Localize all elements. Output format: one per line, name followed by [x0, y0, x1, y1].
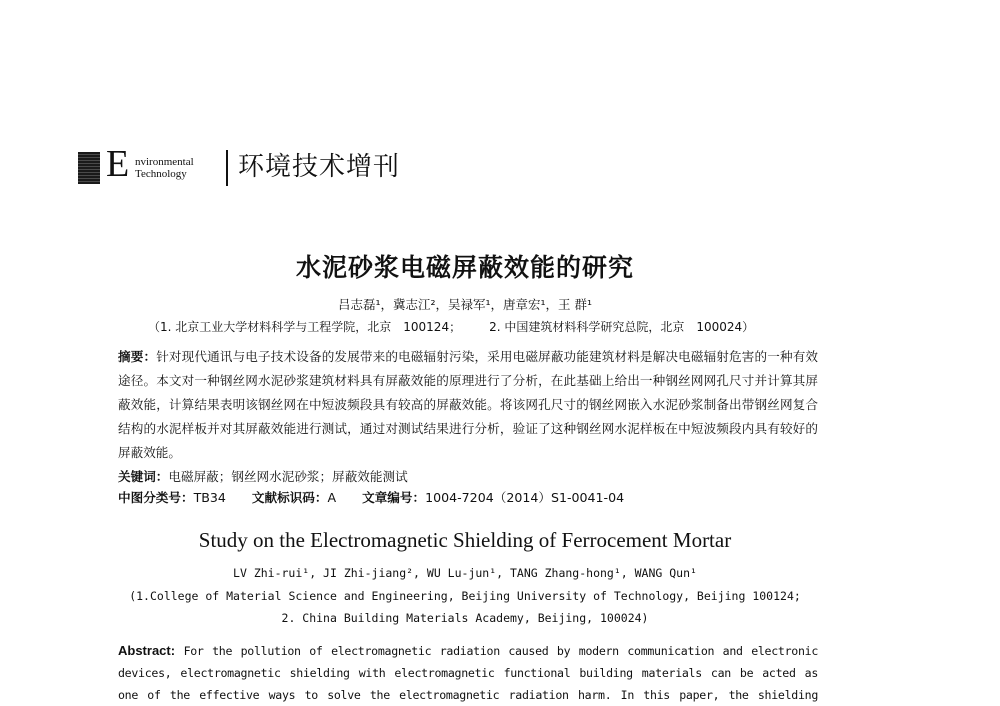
- journal-logo-line1: nvironmental: [135, 156, 194, 168]
- class-number-label: 中图分类号：: [118, 490, 194, 505]
- chinese-abstract: [118, 345, 818, 465]
- english-title: Study on the Electromagnetic Shielding of Ferrocement Mortar: [198, 528, 732, 552]
- journal-logo-letter: E: [106, 143, 130, 185]
- chinese-abstract-label: 摘要：: [118, 349, 157, 364]
- article-number-value: 1004-7204（2014）S1-0041-04: [425, 490, 625, 505]
- english-abstract: [118, 640, 818, 706]
- chinese-classification: [118, 489, 818, 507]
- chinese-affiliations: [148, 318, 848, 336]
- header-divider: [226, 150, 228, 186]
- english-authors: LV Zhi-rui¹, JI Zhi-jiang², WU Lu-jun¹, TANG Zhang-hong¹, WANG Qun¹: [233, 566, 697, 580]
- chinese-affiliation-1: （1. 北京工业大学材料科学与工程学院，北京 100124；: [148, 320, 462, 334]
- journal-logo-mark: [78, 152, 100, 184]
- english-abstract-label: Abstract:: [118, 643, 176, 658]
- chinese-keywords: [118, 468, 818, 486]
- chinese-abstract-text: 针对现代通讯与电子技术设备的发展带来的电磁辐射污染，采用电磁屏蔽功能建筑材料是解决电磁辐射危害的一种有效途径。本文对一种钢丝网水泥砂浆建筑材料具有屏蔽效能的原理进行了分析，在此基础上给出一种钢丝网网孔尺寸并计算其屏蔽效能，计算结果表明该钢丝网在中短波频段具有较高的屏蔽效能。将该网孔尺寸的钢丝网嵌入水泥砂浆制备出带钢丝网复合结构的水泥样板并对其屏蔽效能进行测试，通过对测试结果进行分析，验证了这种钢丝网水泥样板在中短波频段内具有较好的屏蔽效能。: [118, 349, 819, 460]
- chinese-authors: 吕志磊¹，冀志江²，吴禄军¹，唐章宏¹，王 群¹: [337, 297, 593, 312]
- article-number-label: 文章编号：: [362, 490, 426, 505]
- chinese-keywords-text: 电磁屏蔽；钢丝网水泥砂浆；屏蔽效能测试: [168, 469, 408, 484]
- journal-header: [78, 143, 418, 190]
- english-affiliation-2: 2. China Building Materials Academy, Beijing, 100024): [281, 611, 649, 625]
- doc-code-value: A: [327, 490, 337, 505]
- chinese-affiliation-2: 2. 中国建筑材料科学研究总院，北京 100024）: [489, 320, 755, 334]
- class-number-value: TB34: [193, 490, 226, 505]
- english-affiliation-1: (1.College of Material Science and Engineering, Beijing University of Technology, Beijing 100124;: [129, 589, 801, 603]
- journal-logo-line2: Technology: [135, 168, 187, 180]
- doc-code-label: 文献标识码：: [251, 490, 328, 505]
- english-abstract-text: For the pollution of electromagnetic radiation caused by modern communication and electronic devices, electromagnetic shielding with electromagnetic functional building materials can be acted as one of the effective ways to solve the electromagnetic radiation harm. In this paper, the shielding: [118, 644, 818, 702]
- chinese-title: 水泥砂浆电磁屏蔽效能的研究: [295, 253, 634, 282]
- journal-name-cn: 环境技术增刊: [238, 152, 401, 182]
- journal-logo-subtitle: [135, 156, 194, 180]
- chinese-keywords-label: 关键词：: [118, 469, 169, 484]
